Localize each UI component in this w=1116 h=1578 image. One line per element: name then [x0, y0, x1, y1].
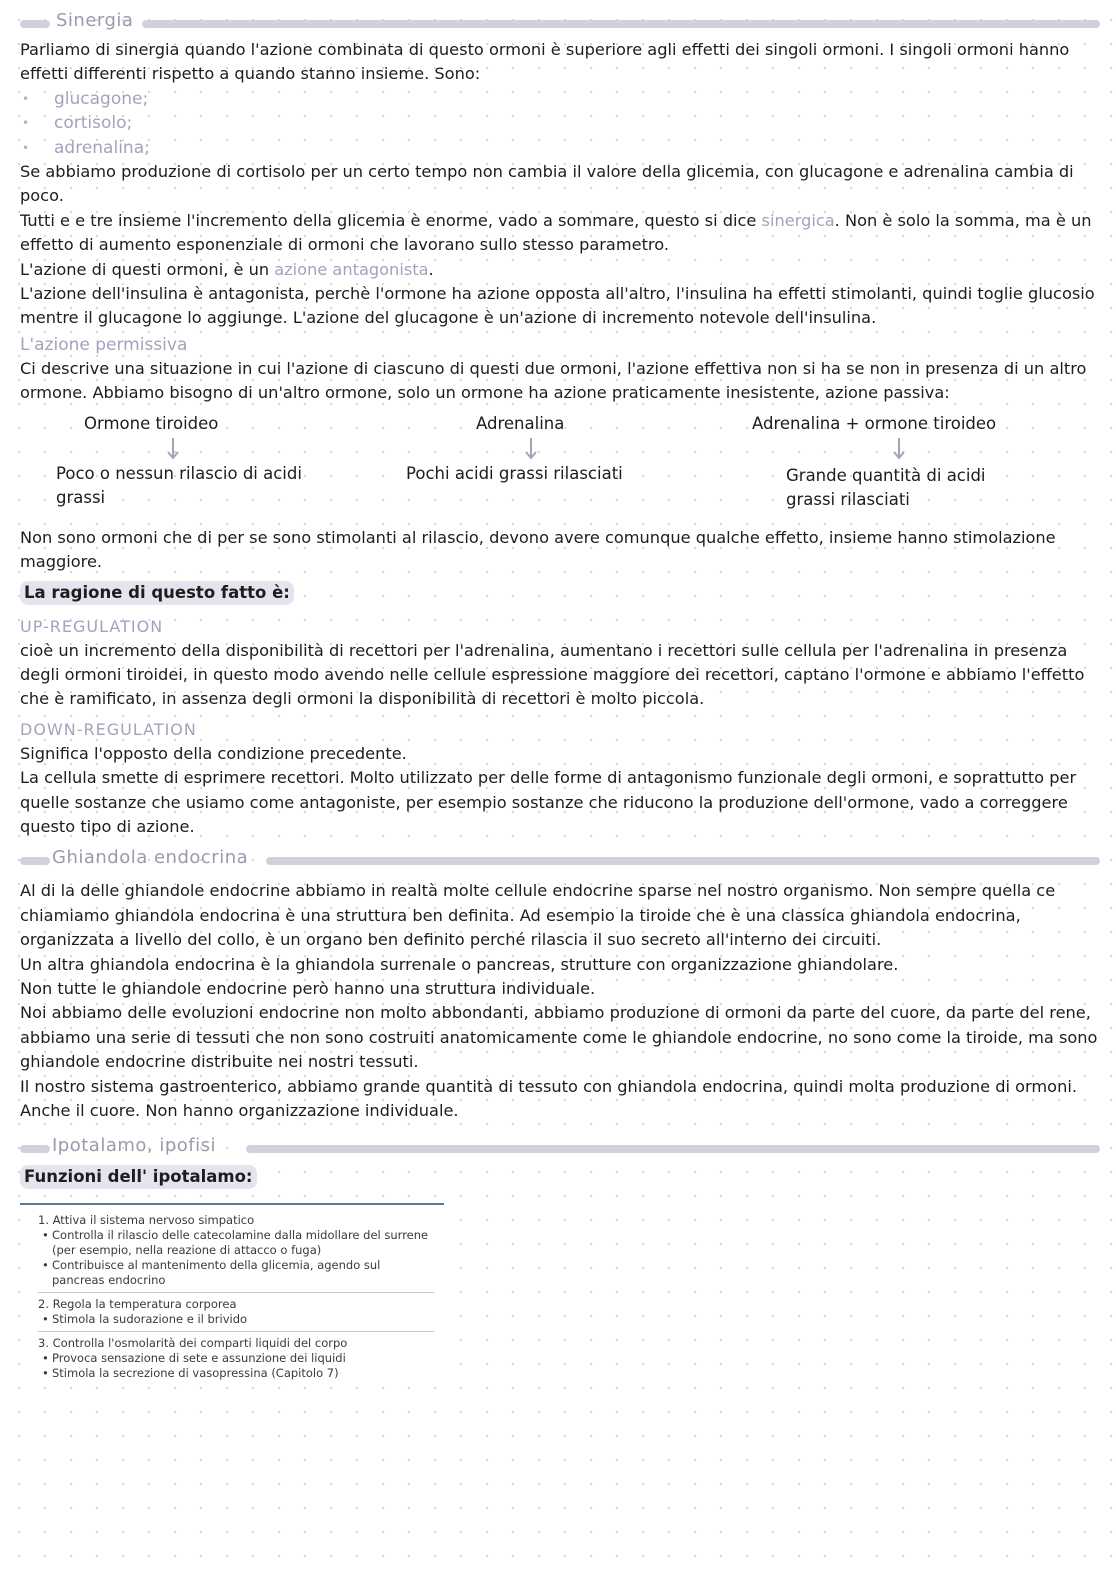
header-bar-left — [20, 20, 50, 28]
paragraph: La cellula smette di esprimere recettori. Molto utilizzato per delle forme di antagonismo funzionale degli ormoni, e soprattutto per quelle sostanze che usiamo come antagoniste, per esempio sostanze che riducono la produzione dell'ormone, vado a correggere questo tipo di azione. — [20, 768, 1077, 836]
subheading-permissiva: L'azione permissiva — [20, 334, 188, 355]
subheading-down-regulation: DOWN-REGULATION — [20, 719, 197, 739]
permissive-action-diagram — [20, 412, 1100, 524]
paragraph: Se abbiamo produzione di cortisolo per un certo tempo non cambia il valore della glicemia, con glucagone e adrenalina cambia di poco. — [20, 162, 1074, 206]
flow-bottom-label: Grande quantità di acidi grassi rilasciati — [786, 465, 986, 509]
paragraph: Noi abbiamo delle evoluzioni endocrine non molto abbondanti, abbiamo produzione di ormoni da parte del cuore, da parte del rene, abbiamo una serie di tessuti che non sono costruiti anatomicamente come le ghiandole endocrine, no sono come la tiroide, ma sono ghiandole endocrine distribuite nei nostri tessuti. — [20, 1003, 1098, 1072]
paragraph — [20, 209, 1100, 258]
notes-page — [20, 10, 1100, 1387]
section-title: Ghiandola endocrina — [52, 847, 249, 869]
paragraph: Il nostro sistema gastroenterico, abbiamo grande quantità di tessuto con ghiandola endocrina, quindi molta produzione di ormoni. Anche il cuore. Non hanno organizzazione individuale. — [20, 1076, 1077, 1120]
header-bar-right — [142, 20, 1100, 28]
table-row-item: • Provoca sensazione di sete e assunzione dei liquidi — [38, 1351, 434, 1366]
table-row-heading: 1. Attiva il sistema nervoso simpatico — [38, 1213, 255, 1228]
table-row-item: • Contribuisce al mantenimento della glicemia, agendo sul pancreas endocrino — [38, 1258, 434, 1288]
flow-top-label: Adrenalina + ormone tiroideo — [752, 413, 997, 433]
paragraph — [20, 258, 1100, 282]
highlight-term: sinergica — [761, 210, 835, 230]
paragraph: L'azione dell'insulina è antagonista, perchè l'ormone ha azione opposta all'altro, l'insulina ha effetti stimolanti, quindi toglie glucosio mentre il glucagone lo aggiunge. L'azione del glucagone è un'azione di incremento notevole dell'insulina. — [20, 284, 1095, 328]
table-row-item: • Stimola la sudorazione e il brivido — [38, 1312, 434, 1327]
paragraph: Significa l'opposto della condizione precedente. — [20, 743, 407, 763]
flow-bottom-label: Pochi acidi grassi rilasciati — [406, 463, 623, 483]
highlighted-heading: Funzioni dell' ipotalamo: — [20, 1165, 257, 1189]
table-section — [38, 1293, 434, 1332]
section-header-ghiandola — [20, 847, 1100, 869]
header-bar-left — [20, 1145, 50, 1153]
table-section — [38, 1332, 434, 1385]
section-header-ipotalamo — [20, 1135, 1100, 1157]
flow-top-label: Adrenalina — [476, 413, 565, 433]
paragraph: Ci descrive una situazione in cui l'azione di ciascuno di questi due ormoni, l'azione effettiva non si ha se non in presenza di un altro ormone. Abbiamo bisogno di un'altro ormone, solo un ormone ha azione praticamente inesistente, azione passiva: — [20, 358, 1087, 403]
header-bar-left — [20, 857, 50, 865]
flow-bottom-label: Poco o nessun rilascio di acidi grassi — [56, 463, 302, 507]
table-row-heading: 2. Regola la temperatura corporea — [38, 1297, 237, 1312]
paragraph: Parliamo di sinergia quando l'azione combinata di questo ormoni è superiore agli effetti dei singoli ormoni. I singoli ormoni hanno effetti differenti rispetto a quando stanno insieme. Sono: — [20, 40, 1070, 84]
hypothalamus-functions-table — [20, 1203, 444, 1387]
table-row-item: • Controlla il rilascio delle catecolamine dalla midollare del surrene (per esempio, nella reazione di attacco o fuga) — [38, 1228, 434, 1258]
subheading-up-regulation: UP-REGULATION — [20, 616, 164, 636]
highlighted-heading: La ragione di questo fatto è: — [20, 581, 294, 605]
table-section — [38, 1209, 434, 1293]
list-item: • cortisolo; — [20, 111, 1100, 135]
header-bar-right — [266, 857, 1100, 865]
section-title: Sinergia — [56, 10, 134, 31]
table-row-heading: 3. Controlla l'osmolarità dei comparti liquidi del corpo — [38, 1336, 348, 1351]
list-item: • adrenalina; — [20, 136, 1100, 160]
hormone-list — [20, 87, 1100, 160]
arrow-down-icon — [892, 438, 906, 460]
paragraph: cioè un incremento della disponibilità di recettori per l'adrenalina, aumentano i recettori sulle cellula per l'adrenalina in presenza degli ormoni tiroidei, in questo modo avendo nelle cellule espressione maggiore dei recettori, captano l'ormone e abbiamo l'effetto che è ramificato, in assenza degli ormoni la disponibilità di recettori è molto piccola. — [20, 640, 1085, 709]
header-bar-right — [246, 1145, 1100, 1153]
text: Tutti e e tre insieme l'incremento della glicemia è enorme, vado a sommare, questo si dice — [20, 210, 762, 230]
arrow-down-icon — [166, 438, 180, 460]
flow-top-label: Ormone tiroideo — [84, 413, 219, 433]
paragraph: Un altra ghiandola endocrina è la ghiandola surrenale o pancreas, strutture con organizzazione ghiandolare. — [20, 954, 899, 974]
paragraph: Non tutte le ghiandole endocrine però hanno una struttura individuale. — [20, 978, 596, 998]
arrow-down-icon — [524, 438, 538, 460]
highlight-term: azione antagonista — [274, 259, 429, 279]
section-header-sinergia — [20, 10, 1100, 32]
list-item: • glucagone; — [20, 87, 1100, 111]
text: L'azione di questi ormoni, è un — [20, 259, 275, 279]
paragraph: Al di la delle ghiandole endocrine abbiamo in realtà molte cellule endocrine sparse nel nostro organismo. Non sempre quella ce chiamiamo ghiandola endocrina è una struttura ben definita. Ad esempio la tiroide che è una classica ghiandola endocrina, organizzata a livello del collo, è un organo ben definito perché rilascia il suo secreto all'interno dei circuiti. — [20, 881, 1056, 950]
paragraph: Non sono ormoni che di per se sono stimolanti al rilascio, devono avere comunque qualche effetto, insieme hanno stimolazione maggiore. — [20, 527, 1056, 572]
section-title: Ipotalamo, ipofisi — [52, 1135, 217, 1157]
text: . — [428, 259, 434, 279]
text: . Non è solo la somma, ma è un effetto di aumento esponenziale di ormoni che lavorano sullo stesso parametro. — [20, 210, 1092, 255]
table-row-item: • Stimola la secrezione di vasopressina (Capitolo 7) — [38, 1366, 434, 1381]
